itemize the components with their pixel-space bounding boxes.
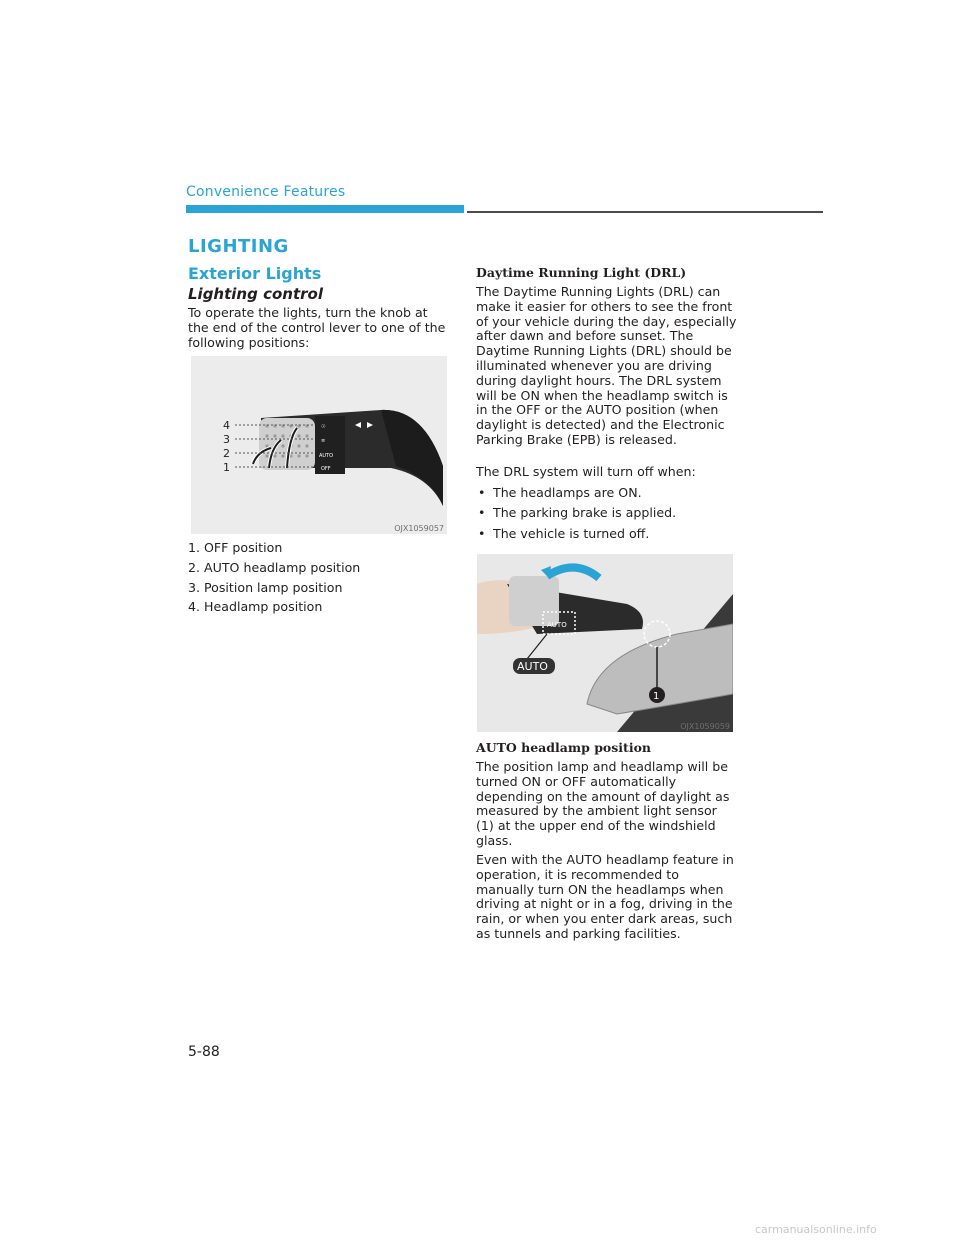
list-item: • The parking brake is applied. <box>476 506 738 521</box>
list-item: 1. OFF position <box>188 540 283 555</box>
callout-3: 3 <box>223 433 230 446</box>
list-item: • The headlamps are ON. <box>476 486 738 501</box>
auto-sensor-illustration <box>477 554 733 732</box>
sensor-callout: 1 <box>653 691 660 702</box>
list-item: 4. Headlamp position <box>188 599 323 615</box>
lighting-lever-figure <box>191 356 447 534</box>
callout-4: 4 <box>223 419 230 432</box>
watermark: carmanualsonline.info <box>755 1223 877 1236</box>
lighting-lever-illustration <box>191 356 447 534</box>
header-accent-rule <box>186 205 464 213</box>
position-list <box>188 541 448 620</box>
drl-heading: Daytime Running Light (DRL) <box>476 265 687 280</box>
chapter-title: Convenience Features <box>186 184 346 200</box>
callout-2: 2 <box>223 447 230 460</box>
list-item: 2. AUTO headlamp position <box>188 559 361 575</box>
drl-off-list <box>476 486 738 547</box>
section-title: LIGHTING <box>188 236 289 257</box>
svg-text:≡: ≡ <box>321 438 326 444</box>
auto-paragraph-2: Even with the AUTO headlamp feature in operation, it is recommended to manually turn ON the headlamps when driving at night or in a fog, driving in the rain, or when you enter dark areas, such as tunnels and parking facilities. <box>476 852 734 941</box>
header-divider-rule <box>467 211 823 213</box>
list-item: • The vehicle is turned off. <box>476 527 738 542</box>
page-number: 5-88 <box>188 1044 220 1060</box>
intro-paragraph: To operate the lights, turn the knob at the end of the control lever to one of the following positions: <box>188 305 446 350</box>
drl-paragraph: The Daytime Running Lights (DRL) can make it easier for others to see the front of your vehicle during the day, especially after dawn and before sunset. The Daytime Running Lights (DRL) should be illuminated whenever you are driving during daylight hours. The DRL system will be ON when the headlamp switch is in the OFF or the AUTO position (when daylight is detected) and the Electronic Parking Brake (EPB) is released. <box>476 284 737 447</box>
auto-headlamp-heading: AUTO headlamp position <box>476 740 651 755</box>
topic-title: Lighting control <box>188 285 323 303</box>
figure-code: OJX1059059 <box>680 722 730 731</box>
svg-text:☉: ☉ <box>321 424 326 430</box>
lever-off-label: OFF <box>321 466 331 472</box>
callout-1: 1 <box>223 461 230 474</box>
drl-off-intro: The DRL system will turn off when: <box>476 464 696 479</box>
lever-auto-label: AUTO <box>319 453 334 459</box>
auto-paragraph-1: The position lamp and headlamp will be turned ON or OFF automatically depending on the amount of daylight as measured by the ambient light sensor (1) at the upper end of the windshield glass. <box>476 759 730 848</box>
knob-auto-label: AUTO <box>547 621 567 629</box>
figure-code: OJX1059057 <box>394 524 444 533</box>
auto-badge-label: AUTO <box>517 660 548 673</box>
auto-sensor-figure <box>477 554 733 732</box>
subsection-title: Exterior Lights <box>188 264 322 283</box>
list-item: 3. Position lamp position <box>188 579 343 595</box>
